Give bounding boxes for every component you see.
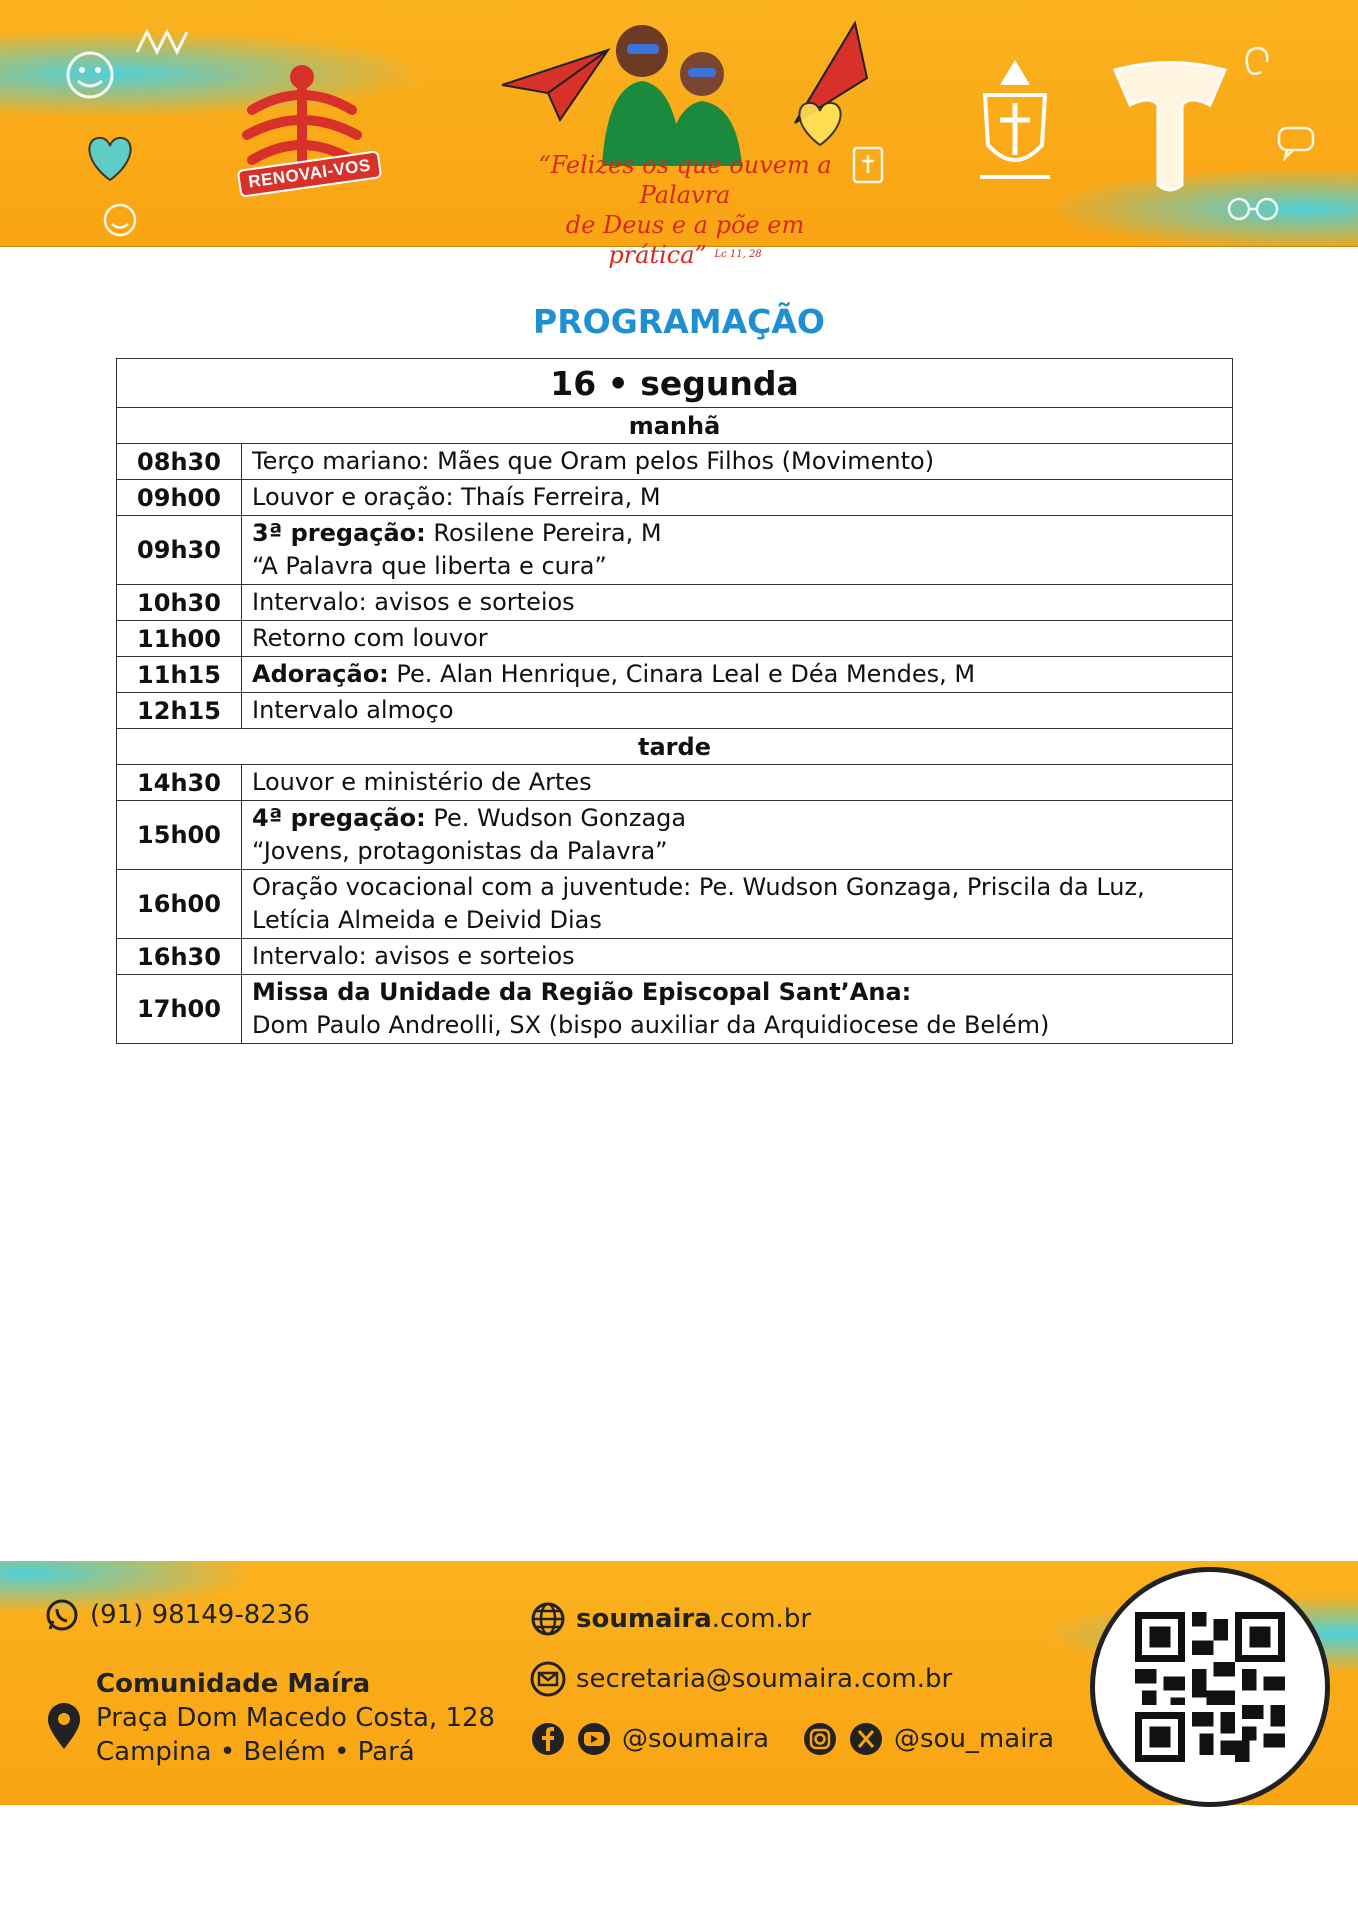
table-row <box>117 939 1233 975</box>
activity-subtitle: “A Palavra que liberta e cura” <box>252 552 607 580</box>
period-morning-header: manhã <box>117 408 1233 444</box>
phone-contact[interactable] <box>44 1597 310 1633</box>
activity-cell: Terço mariano: Mães que Oram pelos Filhos (Movimento) <box>242 444 1233 480</box>
email-icon <box>530 1661 566 1697</box>
activity-label: Missa da Unidade da Região Episcopal Sant’Ana: <box>252 978 912 1006</box>
table-row <box>117 765 1233 801</box>
time-cell: 09h00 <box>117 480 242 516</box>
activity-cell: Louvor e oração: Thaís Ferreira, M <box>242 480 1233 516</box>
heart-doodle-icon <box>790 95 850 150</box>
youtube-icon <box>576 1721 612 1757</box>
social-link-primary[interactable] <box>530 1721 769 1757</box>
website-link[interactable] <box>530 1601 811 1637</box>
time-cell: 14h30 <box>117 765 242 801</box>
activity-cell <box>242 975 1233 1044</box>
table-row <box>117 480 1233 516</box>
quote-reference: Lc 11, 28 <box>714 249 762 260</box>
bible-icon <box>850 145 888 185</box>
time-cell: 11h15 <box>117 657 242 693</box>
activity-text: Pe. Wudson Gonzaga <box>425 804 687 832</box>
period-header-row <box>117 729 1233 765</box>
activity-cell <box>242 516 1233 585</box>
chat-doodle-icon <box>1275 122 1319 162</box>
email-link[interactable] <box>530 1661 952 1697</box>
ear-doodle-icon <box>1235 40 1275 80</box>
table-row <box>117 870 1233 939</box>
activity-label: 4ª pregação: <box>252 804 426 832</box>
phone-number: (91) 98149-8236 <box>90 1600 310 1630</box>
period-afternoon-header: tarde <box>117 729 1233 765</box>
whatsapp-icon <box>44 1597 80 1633</box>
social-link-secondary[interactable] <box>802 1721 1054 1757</box>
email-text: secretaria@soumaira.com.br <box>576 1664 953 1694</box>
schedule-table <box>116 358 1233 1044</box>
time-cell: 11h00 <box>117 621 242 657</box>
day-header-row <box>117 359 1233 408</box>
glasses-doodle-icon <box>1225 195 1281 223</box>
activity-cell: Intervalo almoço <box>242 693 1233 729</box>
comunidade-maira-tau-icon <box>1110 55 1230 195</box>
location-pin-icon <box>44 1703 84 1751</box>
instagram-icon <box>802 1721 838 1757</box>
banner-quote <box>520 150 850 270</box>
social-handle-secondary: @sou_maira <box>894 1724 1055 1754</box>
contact-footer <box>0 1561 1358 1805</box>
renovai-logo-label: RENOVAI-VOS <box>237 150 383 198</box>
qr-code-icon <box>1135 1612 1285 1762</box>
facebook-icon <box>530 1721 566 1757</box>
time-cell: 09h30 <box>117 516 242 585</box>
activity-cell: Retorno com louvor <box>242 621 1233 657</box>
activity-cell: Intervalo: avisos e sorteios <box>242 939 1233 975</box>
table-row <box>117 585 1233 621</box>
quote-line-2: de Deus e a põe em prática” $^{Lc 11, 28}$ <box>565 211 805 269</box>
time-cell: 16h00 <box>117 870 242 939</box>
day-header: 16 • segunda <box>117 359 1233 408</box>
activity-text: Pe. Alan Henrique, Cinara Leal e Déa Mendes, M <box>388 660 976 688</box>
activity-cell: Intervalo: avisos e sorteios <box>242 585 1233 621</box>
zigzag-doodle-icon <box>135 22 195 62</box>
time-cell: 15h00 <box>117 801 242 870</box>
quote-line-1: “Felizes os que ouvem a Palavra <box>538 151 832 209</box>
website-text: soumaira.com.br <box>576 1604 812 1634</box>
time-cell: 16h30 <box>117 939 242 975</box>
table-row <box>117 621 1233 657</box>
smiley-doodle-icon <box>100 200 140 240</box>
header-banner <box>0 0 1358 269</box>
activity-label: Adoração: <box>252 660 389 688</box>
social-handle-primary: @soumaira <box>622 1724 770 1754</box>
diocese-seal-icon <box>970 55 1060 195</box>
address-line-2: Campina • Belém • Pará <box>96 1737 415 1767</box>
table-row <box>117 693 1233 729</box>
activity-subtitle: Dom Paulo Andreolli, SX (bispo auxiliar da Arquidiocese de Belém) <box>252 1011 1050 1039</box>
activity-cell <box>242 801 1233 870</box>
qr-code-badge[interactable] <box>1090 1567 1330 1807</box>
table-row <box>117 516 1233 585</box>
activity-text: Rosilene Pereira, M <box>425 519 662 547</box>
address-line-1: Praça Dom Macedo Costa, 128 <box>96 1703 496 1733</box>
activity-cell: Oração vocacional com a juventude: Pe. Wudson Gonzaga, Priscila da Luz, Letícia Almeida e Deivid Dias <box>242 870 1233 939</box>
youth-photo-illustration <box>582 16 752 166</box>
table-row <box>117 975 1233 1044</box>
table-row <box>117 444 1233 480</box>
smiley-doodle-icon <box>60 45 120 105</box>
globe-icon <box>530 1601 566 1637</box>
activity-subtitle: “Jovens, protagonistas da Palavra” <box>252 837 668 865</box>
table-row <box>117 801 1233 870</box>
time-cell: 10h30 <box>117 585 242 621</box>
activity-label: 3ª pregação: <box>252 519 426 547</box>
time-cell: 17h00 <box>117 975 242 1044</box>
heart-doodle-icon <box>80 130 140 185</box>
page-title: PROGRAMAÇÃO <box>533 302 825 341</box>
time-cell: 08h30 <box>117 444 242 480</box>
activity-cell: Louvor e ministério de Artes <box>242 765 1233 801</box>
org-name: Comunidade Maíra <box>96 1669 371 1699</box>
table-row <box>117 657 1233 693</box>
x-twitter-icon <box>848 1721 884 1757</box>
activity-cell <box>242 657 1233 693</box>
period-header-row <box>117 408 1233 444</box>
time-cell: 12h15 <box>117 693 242 729</box>
